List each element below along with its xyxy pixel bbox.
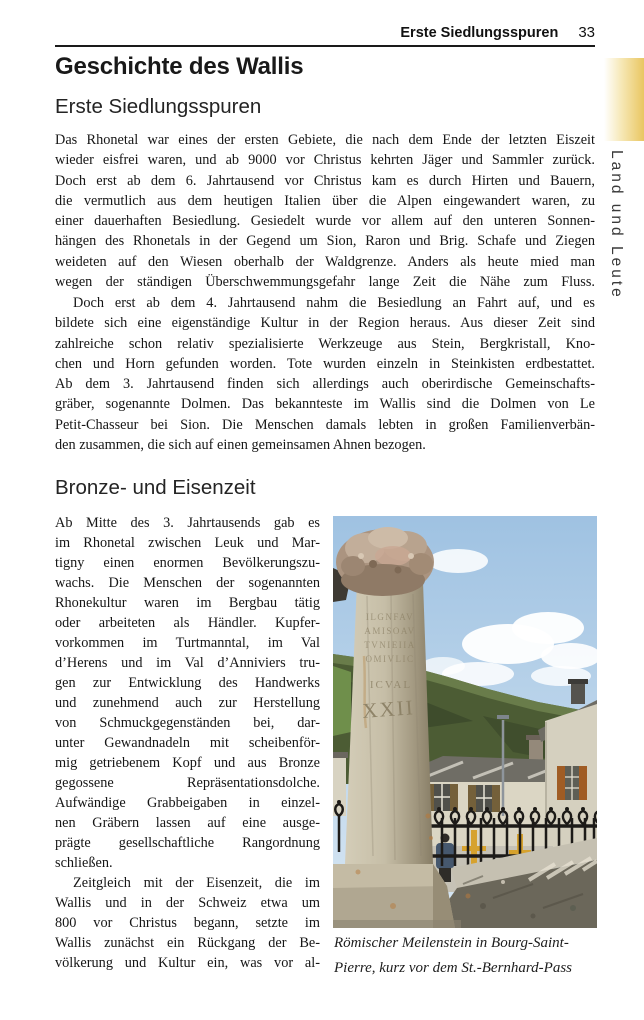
text-line: den zusammen, die sich auf einen gemeinsamen Ahnen bezogen.: [55, 437, 426, 454]
page-header: [55, 24, 595, 41]
running-title: Erste Siedlungsspuren: [400, 25, 559, 41]
text-line: gräber, sogenannte Dolmen. Das bekannteste im Wallis sind die Dolmen von Le: [55, 396, 595, 413]
text-line: Rhonekultur waren im Bergbau tätig: [55, 595, 320, 611]
alpine-meadow: [333, 666, 351, 736]
page-number: 33: [578, 24, 595, 41]
text-line: 800 vor Christus begann, setzte im: [55, 915, 320, 931]
text-line: im Rhonetal zwischen Leuk und Mar-: [55, 535, 320, 551]
milestone-photo: [333, 516, 597, 928]
text-line: Zeitgleich mit der Eisenzeit, die im: [73, 875, 320, 891]
svg-text:AMISOAV: AMISOAV: [364, 626, 416, 636]
left-text-column: [55, 513, 320, 973]
section-title-bronze-und-eisenzeit: Bronze- und Eisenzeit: [55, 476, 256, 499]
text-line: schließen.: [55, 855, 113, 871]
text-line: oder arbeiteten als Händler. Kupfer-: [55, 615, 320, 631]
text-line: Doch erst ab dem 6. Jahrtausend vor Christus kam es durch Hirten und Bauern,: [55, 172, 595, 189]
text-line: wachs. Die Menschen der sogenannten: [55, 575, 320, 591]
text-line: Wallis zunächst ein Rückgang der Be-: [55, 935, 320, 951]
text-line: d’Herens und im Val d’Anniviers tru-: [55, 655, 320, 671]
svg-text:ILGNFAV: ILGNFAV: [365, 612, 415, 622]
svg-text:TVNIEIIA: TVNIEIIA: [364, 640, 416, 650]
text-line: Das Rhonetal war eines der ersten Gebiete, die nach dem Ende der letzten Eiszeit: [55, 132, 595, 148]
text-line: chen und Horn gefunden worden. Tote wurden einzeln in Steinkisten erdbestattet.: [55, 355, 595, 372]
text-line: gen zur Entwicklung des Handwerks: [55, 675, 320, 691]
chapter-color-tab: [604, 58, 644, 141]
chapter-title: Geschichte des Wallis: [55, 53, 304, 80]
text-line: weideten auf den Wiesen oberhalb der Waldgrenze. Anders als heute mied man: [55, 253, 595, 270]
text-line: und zunehmend auch zur Herstellung: [55, 695, 320, 711]
text-line: unter Gewandnadeln mit scheibenför-: [55, 735, 320, 751]
text-line: einer dauerhaften Besiedlung. Gesiedelt wurde vor allem auf den unteren Sonnen-: [55, 213, 595, 230]
text-line: Aufwändige Grabbeigaben in einzel-: [55, 795, 320, 811]
text-line: Ab dem 3. Jahrtausend finden sich allerdings auch oberirdische Gemeinschafts-: [55, 376, 595, 393]
svg-text:ICVAL: ICVAL: [369, 679, 413, 691]
text-line: Petit-Chasseur bei Sion. Die Menschen damals lebten in großen Familienverbän-: [55, 416, 595, 433]
text-line: vorkommen im Turtmanntal, im Val: [55, 635, 320, 651]
text-line: prägte gesellschaftliche Rangordnung: [55, 835, 320, 851]
paragraph-1: [55, 130, 595, 292]
caption-line: Römischer Meilenstein in Bourg-Saint-: [334, 935, 569, 951]
text-line: völkerung und Kultur ein, was vor al-: [55, 955, 320, 971]
text-line: von Schmuckgegenständen bei, dar-: [55, 715, 320, 731]
header-rule: [55, 45, 595, 47]
text-line: hängen des Rhonetals in der Gegend um Sion, Raron und Brig. Schafe und Ziegen: [55, 233, 595, 250]
text-line: gegossene Repräsentationsdolche.: [55, 775, 320, 791]
chapter-tab-label: Land und Leute: [608, 150, 625, 300]
milestone-photo-illustration: [333, 516, 597, 928]
text-line: die vermutlich aus dem heutigen Italien über die Alpen eingewandert waren, zu: [55, 192, 595, 209]
text-line: nen Gräbern lassen auf eine ausge-: [55, 815, 320, 831]
text-line: Ab Mitte des 3. Jahrtausends gab es: [55, 515, 320, 531]
caption-line: Pierre, kurz vor dem St.-Bernhard-Pass: [334, 960, 573, 976]
shuttered-window-orange: [557, 766, 587, 800]
paragraph-2: [55, 293, 595, 455]
svg-text:OMIVLIC: OMIVLIC: [365, 654, 415, 664]
section-title-erste-siedlungsspuren: Erste Siedlungsspuren: [55, 95, 262, 118]
text-line: wegen der ständigen Überschwemmungsgefahr lange Zeit die Nähe zum Fluss.: [55, 274, 595, 291]
text-line: Wallis und in der Schweiz etwa um: [55, 895, 320, 911]
text-line: tigny einen enormen Bevölkerungszu-: [55, 555, 320, 571]
svg-text:XXII: XXII: [361, 695, 416, 723]
text-line: bildete sich eine eigenständige Kultur in der Region heraus. Aus dieser Zeit sind: [55, 315, 595, 332]
text-line: wieder eisfrei waren, und ab 9000 vor Christus kehrten Jäger und Sammler zurück.: [55, 152, 595, 169]
text-line: Doch erst ab dem 4. Jahrtausend nahm die Besiedlung an Fahrt auf, und es: [73, 295, 595, 311]
text-line: zahlreiche schon relativ spezialisierte Werkzeuge aus Stein, Bergkristall, Kno-: [55, 335, 595, 352]
text-line: mig getriebenem Kopf und aus Bronze: [55, 755, 320, 771]
photo-caption: [334, 931, 597, 981]
